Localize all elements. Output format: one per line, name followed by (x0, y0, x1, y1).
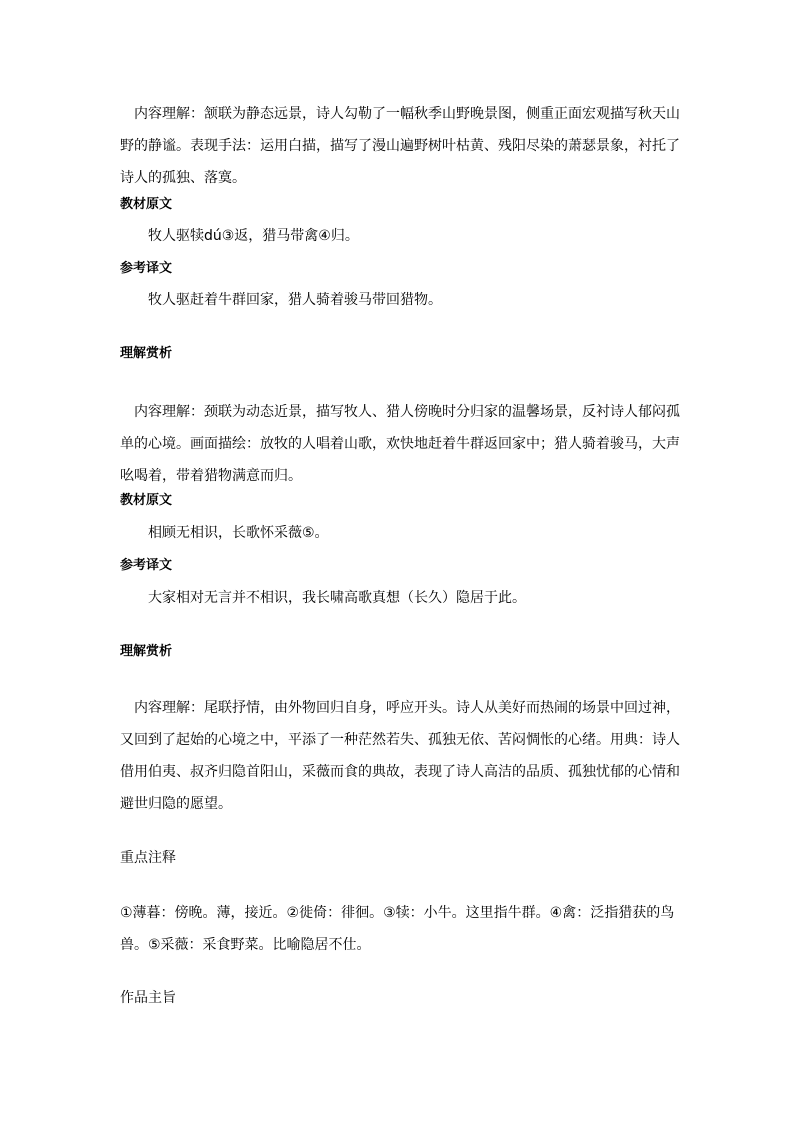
analysis-paragraph-1: 内容理解：颔联为静态远景，诗人勾勒了一幅秋季山野晚景图，侧重正面宏观描写秋天山野的静谧。表现手法：运用白描，描写了漫山遍野树叶枯黄、残阳尽染的萧瑟景象，衬托了诗人的孤独、落寞。 (120, 106, 680, 186)
reference-translation-line: 大家相对无言并不相识，我长啸高歌真想（长久）隐居于此。 (148, 590, 526, 606)
analysis-paragraph-2: 内容理解：颈联为动态近景，描写牧人、猎人傍晚时分归家的温馨场景，反衬诗人郁闷孤单的心境。画面描绘：放牧的人唱着山歌，欢快地赶着牛群返回家中；猎人骑着骏马，大声吆喝着，带着猎物满意而归。 (120, 404, 680, 484)
analysis-paragraph-3: 内容理解：尾联抒情，由外物回归自身，呼应开头。诗人从美好而热闹的场景中回过神，又回到了起始的心境之中，平添了一种茫然若失、孤独无依、苦闷惆怅的心绪。用典：诗人借用伯夷、叔齐归隐首阳山，采薇而食的典故，表现了诗人高洁的品质、孤独忧郁的心情和避世归隐的愿望。 (120, 700, 680, 812)
original-text-line: 牧人驱犊dú③返，猎马带禽④归。 (148, 228, 359, 244)
original-text-line: 相顾无相识，长歌怀采薇⑤。 (148, 525, 329, 541)
original-text-label: 教材原文 (120, 493, 173, 508)
notes-heading: 重点注释 (120, 850, 176, 866)
reference-translation-line: 牧人驱赶着牛群回家，猎人骑着骏马带回猎物。 (148, 292, 442, 308)
reference-translation-label: 参考译文 (120, 558, 173, 573)
original-text-label: 教材原文 (120, 197, 173, 212)
section-heading-appreciation: 理解赏析 (120, 346, 173, 361)
theme-heading: 作品主旨 (120, 990, 176, 1006)
reference-translation-label: 参考译文 (120, 261, 173, 276)
notes-text: ①薄暮：傍晚。薄，接近。②徙倚：徘徊。③犊：小牛。这里指牛群。④禽：泛指猎获的鸟兽。⑤采薇：采食野菜。比喻隐居不仕。 (120, 905, 675, 953)
section-heading-appreciation: 理解赏析 (120, 644, 173, 659)
